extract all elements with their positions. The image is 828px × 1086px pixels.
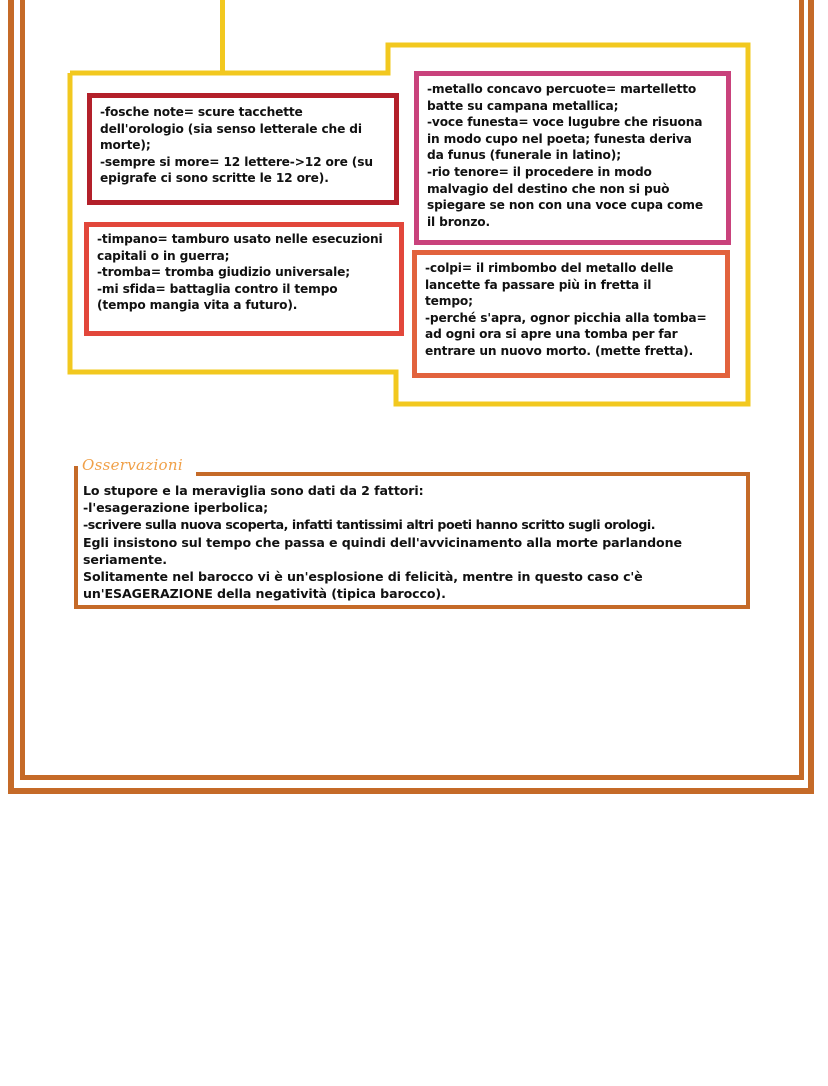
note-line: -colpi= il rimbombo del metallo delle <box>425 261 674 275</box>
note-line: entrare un nuovo morto. (mette fretta). <box>425 343 694 358</box>
observation-line: seriamente. <box>83 551 167 567</box>
observation-line: Lo stupore e la meraviglia sono dati da 2 fattori: <box>83 483 424 498</box>
note-timpano <box>84 222 404 336</box>
note-line: in modo cupo nel poeta; funesta deriva <box>427 131 692 146</box>
observation-line: un'ESAGERAZIONE della negatività (tipica barocco). <box>83 586 446 602</box>
note-line: -rio tenore= il procedere in modo <box>427 164 652 179</box>
note-line: -voce funesta= voce lugubre che risuona <box>427 115 703 130</box>
note-line: -tromba= tromba giudizio universale; <box>97 265 350 280</box>
note-line: batte su campana metallica; <box>427 98 619 113</box>
note-fosche-note <box>87 93 399 205</box>
note-line: (tempo mangia vita a futuro). <box>97 298 298 313</box>
observation-line: -l'esagerazione iperbolica; <box>83 500 269 516</box>
note-line: -mi sfida= battaglia contro il tempo <box>97 281 338 296</box>
note-line: malvagio del destino che non si può <box>427 181 670 196</box>
observations-box <box>74 472 750 609</box>
note-line: il bronzo. <box>427 214 490 229</box>
note-metallo-concavo <box>414 71 731 245</box>
note-line: lancette fa passare più in fretta il <box>425 277 652 292</box>
note-line: tempo; <box>425 294 473 309</box>
observations-title: Osservazioni <box>82 456 183 474</box>
note-line: capitali o in guerra; <box>97 248 230 263</box>
note-line: ad ogni ora si apre una tomba per far <box>425 327 678 342</box>
note-line: dell'orologio (sia senso letterale che di <box>100 121 362 136</box>
note-line: spiegare se non con una voce cupa come <box>427 198 703 213</box>
note-line: da funus (funerale in latino); <box>427 148 621 163</box>
observation-line: Solitamente nel barocco vi è un'esplosione di felicità, mentre in questo caso c'è <box>83 569 643 585</box>
note-line: -timpano= tamburo usato nelle esecuzioni <box>97 232 383 246</box>
note-line: morte); <box>100 138 151 153</box>
note-line: -metallo concavo percuote= martelletto <box>427 82 697 96</box>
note-line: epigrafe ci sono scritte le 12 ore). <box>100 171 329 186</box>
note-line: -sempre si more= 12 lettere->12 ore (su <box>100 154 373 169</box>
note-line: -perché s'apra, ognor picchia alla tomba= <box>425 310 707 325</box>
observation-line: Egli insistono sul tempo che passa e quindi dell'avvicinamento alla morte parlandone <box>83 534 682 550</box>
observation-line: -scrivere sulla nuova scoperta, infatti tantissimi altri poeti hanno scritto sugli orologi. <box>83 517 656 533</box>
note-colpi <box>412 250 730 378</box>
note-line: -fosche note= scure tacchette <box>100 105 303 119</box>
